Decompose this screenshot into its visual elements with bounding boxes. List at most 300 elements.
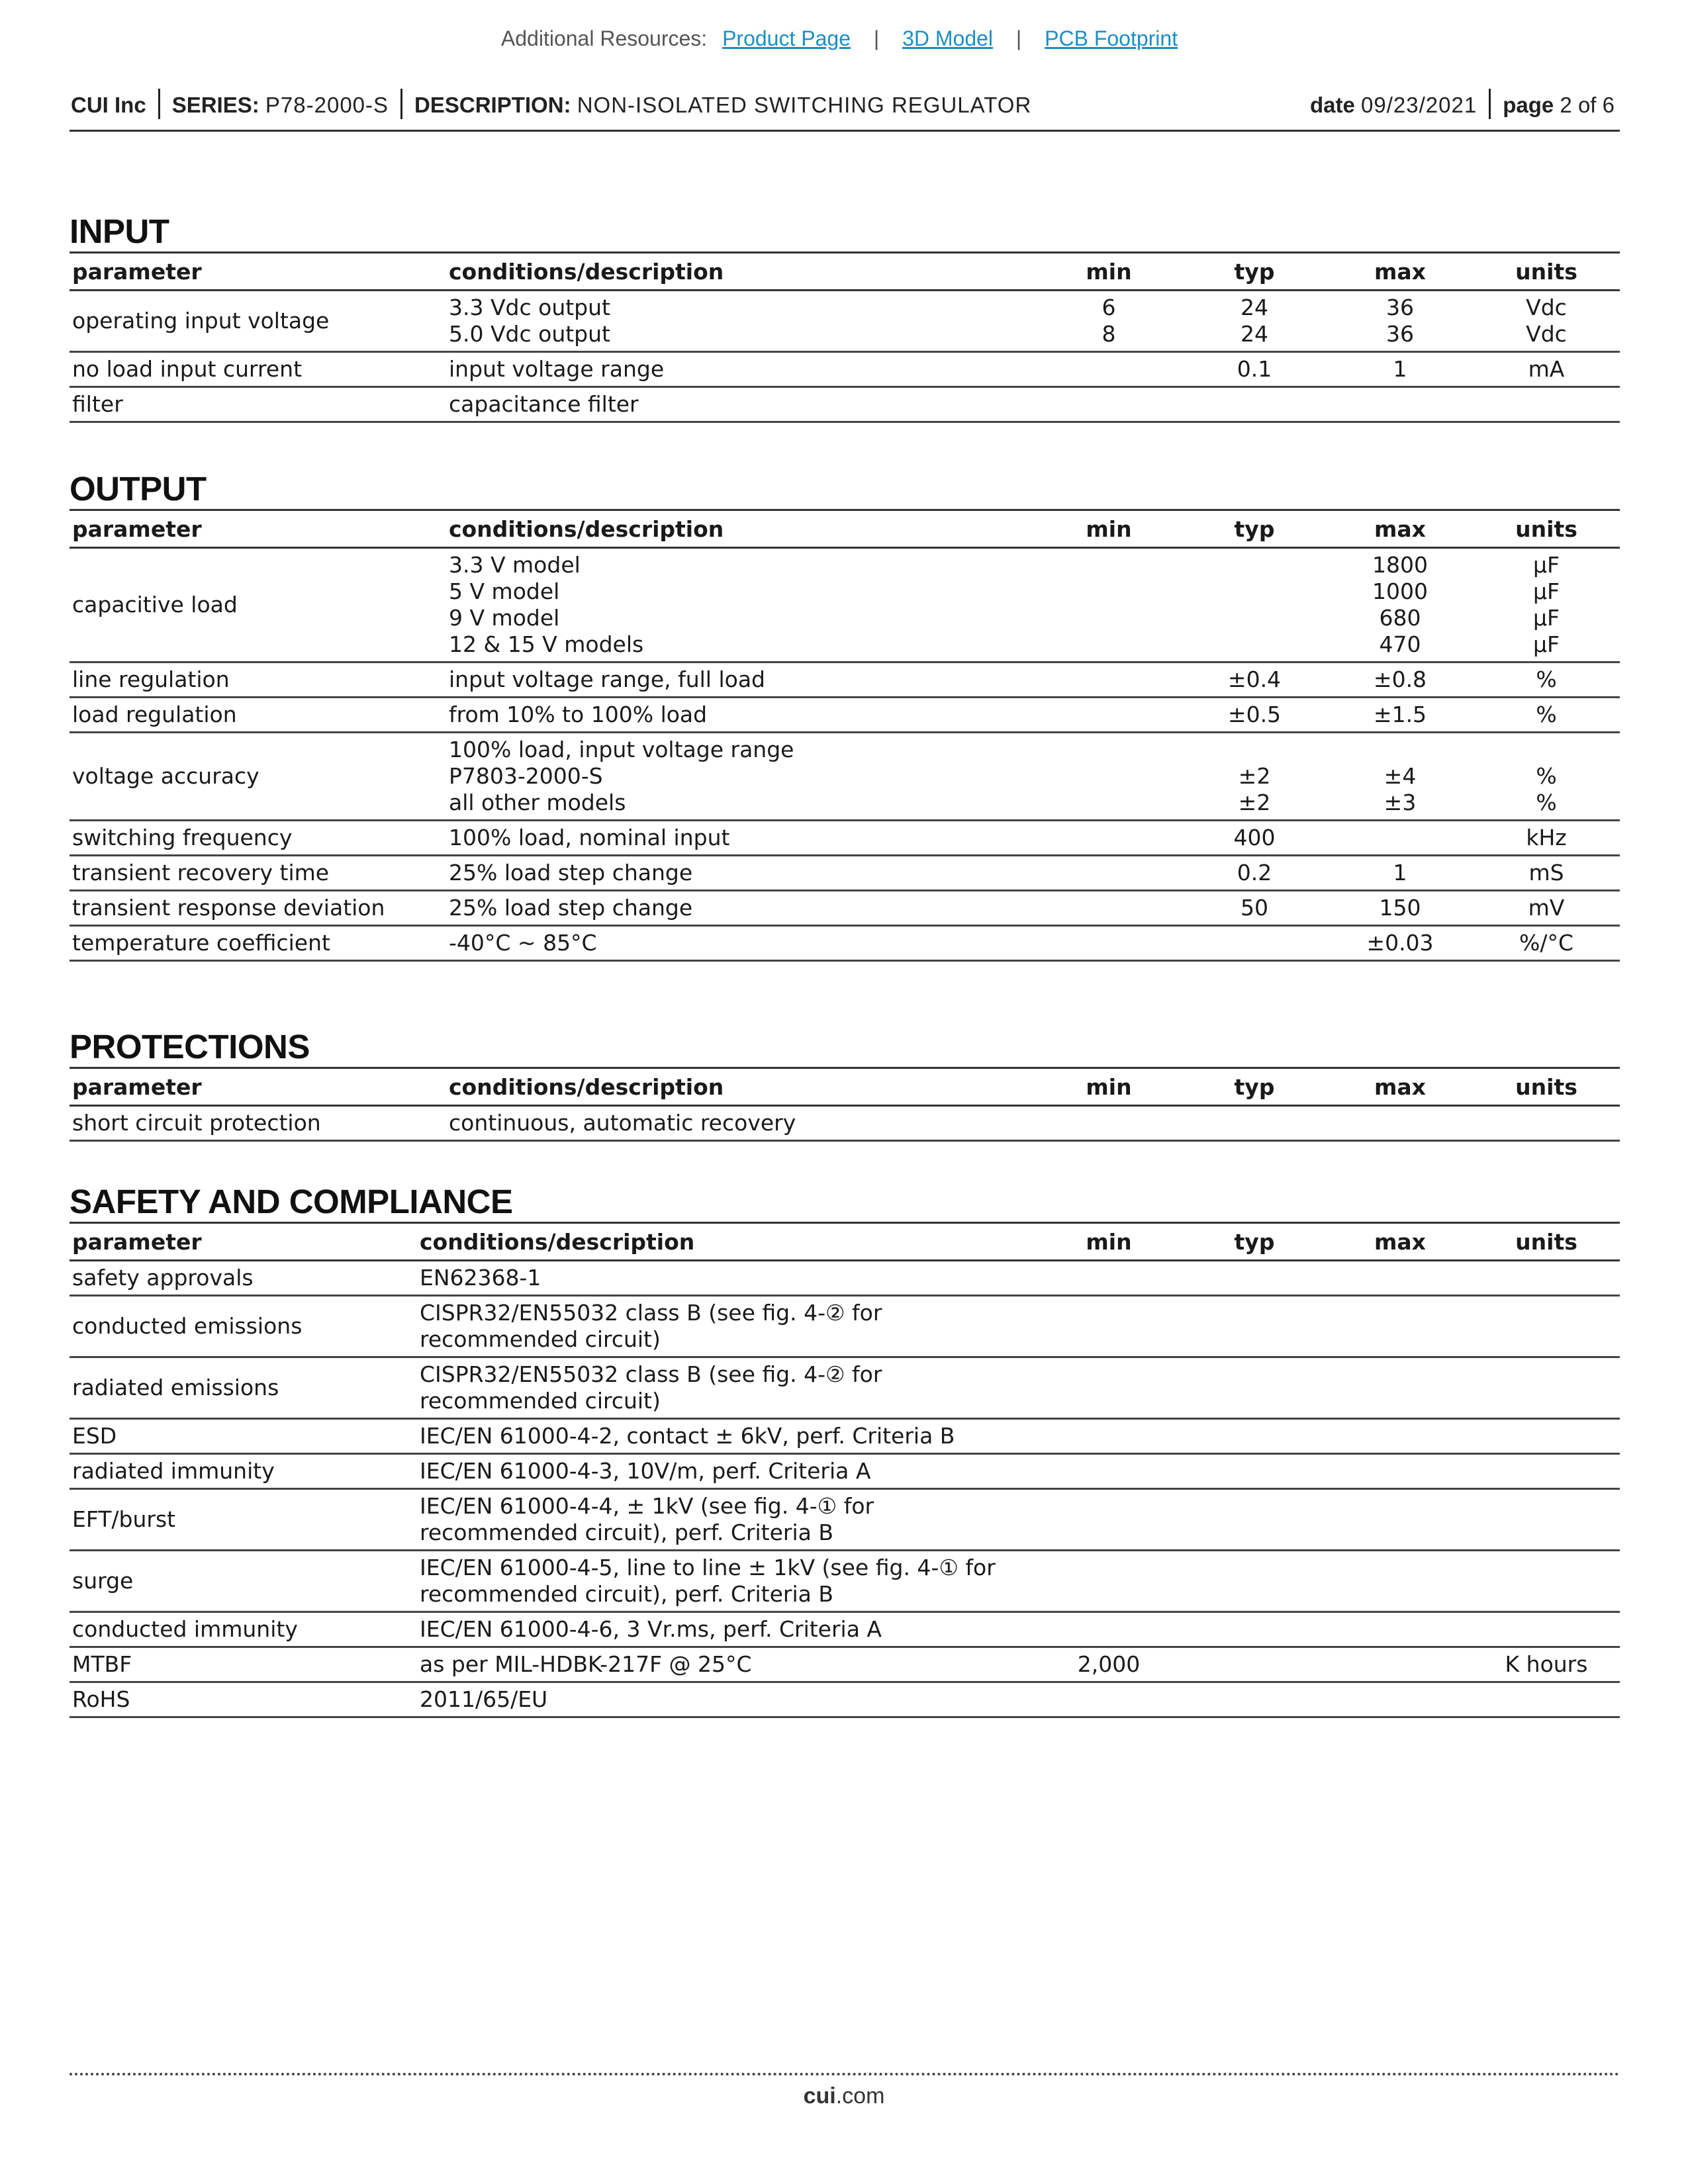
typ-value bbox=[1182, 1506, 1327, 1533]
units-cell bbox=[1473, 548, 1620, 662]
column-header-conditions: conditions/description bbox=[449, 1073, 724, 1100]
typ-value bbox=[1182, 930, 1327, 956]
max-cell bbox=[1327, 1261, 1473, 1296]
table-row bbox=[70, 1489, 1620, 1551]
min-cell bbox=[1036, 1647, 1182, 1682]
table-row bbox=[70, 856, 1620, 891]
max-value: 680 bbox=[1379, 605, 1421, 631]
units-cell bbox=[1473, 1551, 1620, 1612]
conditions-cell bbox=[420, 1489, 1036, 1551]
typ-value: 0.2 bbox=[1237, 860, 1272, 886]
column-header-typ: typ bbox=[1234, 1228, 1275, 1255]
column-header-max: max bbox=[1374, 1228, 1426, 1255]
typ-cell bbox=[1182, 926, 1327, 961]
conditions-cell bbox=[449, 1106, 1036, 1141]
parameter-cell: EFT/burst bbox=[72, 1506, 176, 1532]
max-cell bbox=[1327, 662, 1473, 698]
typ-cell bbox=[1182, 291, 1327, 352]
min-cell bbox=[1036, 891, 1182, 926]
max-value bbox=[1327, 737, 1473, 763]
units-value bbox=[1473, 1110, 1620, 1136]
max-value: 470 bbox=[1379, 631, 1421, 657]
conditions-value: CISPR32/EN55032 class B (see fig. 4-② for recommended circuit) bbox=[420, 1361, 882, 1414]
max-value bbox=[1327, 1423, 1473, 1449]
max-cell bbox=[1327, 1357, 1473, 1419]
units-cell bbox=[1473, 856, 1620, 891]
units-value: Vdc bbox=[1526, 321, 1567, 347]
conditions-value: IEC/EN 61000-4-2, contact ± 6kV, perf. Criteria B bbox=[420, 1423, 955, 1449]
min-value bbox=[1036, 578, 1182, 605]
conditions-value: from 10% to 100% load bbox=[449, 702, 708, 727]
table-row bbox=[70, 733, 1620, 821]
table-header-row bbox=[70, 1068, 1620, 1106]
table-row bbox=[70, 548, 1620, 662]
parameter-cell: transient recovery time bbox=[72, 860, 330, 886]
min-value bbox=[1036, 356, 1182, 383]
input-title: INPUT bbox=[70, 212, 169, 250]
units-cell bbox=[1473, 821, 1620, 856]
column-header-parameter: parameter bbox=[72, 258, 202, 285]
footer-divider bbox=[70, 2073, 1620, 2075]
conditions-value: EN62368-1 bbox=[420, 1265, 541, 1291]
units-value bbox=[1473, 737, 1620, 763]
typ-cell bbox=[1182, 856, 1327, 891]
min-value: 2,000 bbox=[1077, 1651, 1141, 1677]
max-cell bbox=[1327, 698, 1473, 733]
min-value bbox=[1036, 737, 1182, 763]
table-row bbox=[70, 1612, 1620, 1647]
max-value: 1 bbox=[1393, 860, 1407, 886]
typ-cell bbox=[1182, 1357, 1327, 1419]
column-header-units: units bbox=[1515, 1073, 1577, 1100]
units-value bbox=[1473, 1423, 1620, 1449]
units-value bbox=[1473, 1568, 1620, 1594]
max-value bbox=[1327, 1506, 1473, 1533]
table-row bbox=[70, 291, 1620, 352]
parameter-cell: MTBF bbox=[72, 1651, 132, 1677]
parameter-cell: load regulation bbox=[72, 702, 237, 727]
typ-value: 24 bbox=[1241, 321, 1268, 347]
typ-value bbox=[1182, 1686, 1327, 1713]
units-cell bbox=[1473, 1296, 1620, 1357]
conditions-value: 3.3 Vdc output bbox=[449, 295, 610, 320]
max-cell bbox=[1327, 387, 1473, 422]
conditions-value: -40°C ~ 85°C bbox=[449, 930, 597, 956]
typ-value bbox=[1182, 552, 1327, 578]
conditions-value: input voltage range bbox=[449, 356, 665, 382]
min-cell bbox=[1036, 352, 1182, 387]
parameter-cell: radiated emissions bbox=[72, 1375, 279, 1400]
max-value bbox=[1327, 1686, 1473, 1713]
max-cell bbox=[1327, 548, 1473, 662]
conditions-value: 25% load step change bbox=[449, 895, 693, 921]
typ-cell bbox=[1182, 1489, 1327, 1551]
typ-value: ±0.5 bbox=[1227, 702, 1282, 727]
max-cell bbox=[1327, 1612, 1473, 1647]
units-cell bbox=[1473, 1261, 1620, 1296]
resources-separator: | bbox=[1015, 26, 1022, 50]
conditions-value: 5 V model bbox=[449, 578, 560, 604]
min-cell bbox=[1036, 662, 1182, 698]
column-header-typ: typ bbox=[1234, 516, 1275, 542]
protections-title: PROTECTIONS bbox=[70, 1028, 310, 1066]
min-cell bbox=[1036, 387, 1182, 422]
conditions-cell bbox=[449, 548, 1036, 662]
conditions-cell bbox=[449, 662, 1036, 698]
typ-value bbox=[1182, 1458, 1327, 1484]
max-value: 1000 bbox=[1372, 578, 1428, 604]
units-cell bbox=[1473, 1489, 1620, 1551]
max-cell bbox=[1327, 926, 1473, 961]
units-value bbox=[1473, 1686, 1620, 1713]
resources-separator: | bbox=[873, 26, 880, 50]
conditions-cell bbox=[449, 926, 1036, 961]
column-header-conditions: conditions/description bbox=[449, 258, 724, 285]
typ-value bbox=[1182, 631, 1327, 658]
min-value bbox=[1036, 702, 1182, 728]
max-cell bbox=[1327, 821, 1473, 856]
min-value bbox=[1036, 552, 1182, 578]
table-row bbox=[70, 1261, 1620, 1296]
conditions-cell bbox=[420, 1261, 1036, 1296]
column-header-max: max bbox=[1374, 258, 1426, 285]
footer-brand: cui bbox=[803, 2083, 836, 2109]
parameter-cell: radiated immunity bbox=[72, 1458, 275, 1484]
min-cell bbox=[1036, 548, 1182, 662]
min-value bbox=[1036, 1423, 1182, 1449]
max-cell bbox=[1327, 1296, 1473, 1357]
pcb-footprint-link[interactable]: PCB Footprint bbox=[1045, 26, 1178, 50]
typ-cell bbox=[1182, 698, 1327, 733]
conditions-cell bbox=[420, 1647, 1036, 1682]
min-value bbox=[1036, 895, 1182, 921]
min-value bbox=[1036, 391, 1182, 418]
conditions-cell bbox=[449, 387, 1036, 422]
typ-cell bbox=[1182, 1106, 1327, 1141]
units-value bbox=[1473, 1375, 1620, 1401]
conditions-cell bbox=[420, 1296, 1036, 1357]
conditions-cell bbox=[420, 1357, 1036, 1419]
typ-value: 24 bbox=[1241, 295, 1268, 320]
column-header-parameter: parameter bbox=[72, 1228, 202, 1255]
conditions-value: IEC/EN 61000-4-5, line to line ± 1kV (see fig. 4-① for recommended circuit), perf. Criteria B bbox=[420, 1555, 996, 1607]
table-row bbox=[70, 1647, 1620, 1682]
footer-domain: .com bbox=[835, 2083, 885, 2109]
conditions-cell bbox=[449, 291, 1036, 352]
page-number: 2 of 6 bbox=[1560, 93, 1615, 117]
conditions-cell bbox=[420, 1551, 1036, 1612]
min-cell bbox=[1036, 1454, 1182, 1489]
min-value bbox=[1036, 1686, 1182, 1713]
max-value: ±4 bbox=[1383, 763, 1417, 789]
units-value: % bbox=[1536, 666, 1557, 692]
conditions-cell bbox=[420, 1682, 1036, 1717]
max-cell bbox=[1327, 291, 1473, 352]
units-cell bbox=[1473, 1454, 1620, 1489]
max-cell bbox=[1327, 856, 1473, 891]
units-cell bbox=[1473, 1419, 1620, 1454]
min-value bbox=[1036, 790, 1182, 816]
min-value bbox=[1036, 1313, 1182, 1340]
units-cell bbox=[1473, 1647, 1620, 1682]
min-value: 8 bbox=[1102, 321, 1116, 347]
max-value bbox=[1327, 391, 1473, 418]
typ-value bbox=[1182, 578, 1327, 605]
min-value: 6 bbox=[1102, 295, 1116, 320]
safety-section bbox=[70, 1182, 1620, 1718]
typ-value: 400 bbox=[1233, 825, 1276, 850]
conditions-value: capacitance filter bbox=[449, 391, 639, 417]
typ-cell bbox=[1182, 1612, 1327, 1647]
units-cell bbox=[1473, 926, 1620, 961]
min-cell bbox=[1036, 698, 1182, 733]
conditions-cell bbox=[449, 733, 1036, 821]
units-cell bbox=[1473, 1357, 1620, 1419]
units-value bbox=[1473, 1616, 1620, 1643]
description-value: NON-ISOLATED SWITCHING REGULATOR bbox=[577, 93, 1032, 117]
units-value: %/°C bbox=[1519, 930, 1574, 956]
typ-value bbox=[1182, 1616, 1327, 1643]
units-value: mS bbox=[1528, 860, 1564, 886]
max-value bbox=[1327, 1265, 1473, 1291]
table-row bbox=[70, 1682, 1620, 1717]
parameter-cell: capacitive load bbox=[72, 592, 238, 617]
typ-value bbox=[1182, 737, 1327, 763]
min-cell bbox=[1036, 1489, 1182, 1551]
typ-cell bbox=[1182, 1682, 1327, 1717]
table-header-row bbox=[70, 510, 1620, 548]
conditions-value: continuous, automatic recovery bbox=[449, 1110, 796, 1136]
units-cell bbox=[1473, 733, 1620, 821]
typ-cell bbox=[1182, 352, 1327, 387]
max-cell bbox=[1327, 1489, 1473, 1551]
typ-value: 0.1 bbox=[1237, 356, 1272, 382]
conditions-value: 3.3 V model bbox=[449, 552, 581, 578]
units-value: mV bbox=[1528, 895, 1565, 921]
typ-cell bbox=[1182, 387, 1327, 422]
units-value: µF bbox=[1533, 631, 1560, 657]
max-cell bbox=[1327, 352, 1473, 387]
units-value bbox=[1473, 1506, 1620, 1533]
max-cell bbox=[1327, 1454, 1473, 1489]
parameter-cell: ESD bbox=[72, 1423, 117, 1449]
min-value bbox=[1036, 1506, 1182, 1533]
max-value: 36 bbox=[1386, 321, 1414, 347]
units-cell bbox=[1473, 891, 1620, 926]
units-cell bbox=[1473, 1612, 1620, 1647]
typ-cell bbox=[1182, 891, 1327, 926]
units-value: % bbox=[1536, 790, 1557, 815]
column-header-max: max bbox=[1374, 516, 1426, 542]
safety-title: SAFETY AND COMPLIANCE bbox=[70, 1183, 513, 1220]
units-cell bbox=[1473, 662, 1620, 698]
conditions-value: 5.0 Vdc output bbox=[449, 321, 610, 347]
units-value bbox=[1473, 1265, 1620, 1291]
typ-cell bbox=[1182, 733, 1327, 821]
conditions-value: IEC/EN 61000-4-3, 10V/m, perf. Criteria A bbox=[420, 1458, 871, 1484]
max-cell bbox=[1327, 1682, 1473, 1717]
parameter-cell: transient response deviation bbox=[72, 895, 385, 921]
conditions-cell bbox=[449, 891, 1036, 926]
table-row bbox=[70, 1296, 1620, 1357]
min-cell bbox=[1036, 1551, 1182, 1612]
typ-cell bbox=[1182, 548, 1327, 662]
typ-value bbox=[1182, 1265, 1327, 1291]
safety-spec-table bbox=[70, 1222, 1620, 1718]
min-cell bbox=[1036, 733, 1182, 821]
units-value: µF bbox=[1533, 552, 1560, 578]
description-label: DESCRIPTION: bbox=[414, 93, 571, 117]
min-value bbox=[1036, 666, 1182, 693]
column-header-parameter: parameter bbox=[72, 1073, 202, 1100]
table-row bbox=[70, 891, 1620, 926]
conditions-cell bbox=[449, 352, 1036, 387]
column-header-parameter: parameter bbox=[72, 516, 202, 542]
table-row bbox=[70, 1419, 1620, 1454]
table-header-row bbox=[70, 253, 1620, 291]
max-value: 1800 bbox=[1372, 552, 1428, 578]
column-header-units: units bbox=[1515, 516, 1577, 542]
min-cell bbox=[1036, 1419, 1182, 1454]
units-value: % bbox=[1536, 763, 1557, 789]
parameter-cell: voltage accuracy bbox=[72, 763, 259, 789]
conditions-value: input voltage range, full load bbox=[449, 666, 765, 692]
units-value bbox=[1473, 1313, 1620, 1340]
max-value bbox=[1327, 1568, 1473, 1594]
typ-value bbox=[1182, 1651, 1327, 1678]
header-divider bbox=[400, 89, 402, 119]
table-row bbox=[70, 698, 1620, 733]
min-cell bbox=[1036, 1261, 1182, 1296]
min-value bbox=[1036, 631, 1182, 658]
additional-resources bbox=[0, 26, 1688, 51]
table-row bbox=[70, 1106, 1620, 1141]
max-cell bbox=[1327, 1551, 1473, 1612]
output-section bbox=[70, 469, 1620, 962]
document-header bbox=[70, 89, 1620, 132]
min-value bbox=[1036, 825, 1182, 851]
parameter-cell: safety approvals bbox=[72, 1265, 254, 1291]
conditions-cell bbox=[449, 856, 1036, 891]
max-value bbox=[1327, 1616, 1473, 1643]
units-value: µF bbox=[1533, 578, 1560, 604]
units-value: Vdc bbox=[1526, 295, 1567, 320]
product-page-link[interactable]: Product Page bbox=[722, 26, 851, 50]
max-value: ±1.5 bbox=[1373, 702, 1427, 727]
units-value: kHz bbox=[1526, 825, 1567, 850]
column-header-conditions: conditions/description bbox=[449, 516, 724, 542]
min-value bbox=[1036, 763, 1182, 790]
typ-value bbox=[1182, 1313, 1327, 1340]
parameter-cell: RoHS bbox=[72, 1686, 130, 1712]
units-value bbox=[1473, 1458, 1620, 1484]
header-divider bbox=[1489, 89, 1491, 119]
conditions-cell bbox=[449, 698, 1036, 733]
min-value bbox=[1036, 930, 1182, 956]
column-header-min: min bbox=[1086, 1228, 1132, 1255]
units-cell bbox=[1473, 387, 1620, 422]
conditions-value: CISPR32/EN55032 class B (see fig. 4-② for recommended circuit) bbox=[420, 1300, 882, 1352]
parameter-cell: no load input current bbox=[72, 356, 303, 382]
output-spec-table bbox=[70, 509, 1620, 962]
column-header-typ: typ bbox=[1234, 258, 1275, 285]
table-row bbox=[70, 926, 1620, 961]
page-label: page bbox=[1503, 93, 1554, 117]
units-value: K hours bbox=[1505, 1651, 1588, 1677]
protections-spec-table bbox=[70, 1067, 1620, 1142]
table-row bbox=[70, 387, 1620, 422]
typ-value: ±2 bbox=[1238, 763, 1271, 789]
min-cell bbox=[1036, 1612, 1182, 1647]
typ-value: ±2 bbox=[1238, 790, 1271, 815]
typ-value bbox=[1182, 1375, 1327, 1401]
date-label: date bbox=[1310, 93, 1355, 117]
table-row bbox=[70, 662, 1620, 698]
min-cell bbox=[1036, 291, 1182, 352]
conditions-value: 12 & 15 V models bbox=[449, 631, 644, 657]
min-value bbox=[1036, 1265, 1182, 1291]
max-value bbox=[1327, 825, 1473, 851]
conditions-value: 9 V model bbox=[449, 605, 560, 631]
max-value bbox=[1327, 1651, 1473, 1678]
table-row bbox=[70, 1454, 1620, 1489]
max-value: 150 bbox=[1379, 895, 1421, 921]
conditions-value: as per MIL-HDBK-217F @ 25°C bbox=[420, 1651, 752, 1677]
max-cell bbox=[1327, 891, 1473, 926]
parameter-cell: short circuit protection bbox=[72, 1110, 321, 1136]
max-value bbox=[1327, 1375, 1473, 1401]
min-value bbox=[1036, 1458, 1182, 1484]
typ-value: ±0.4 bbox=[1227, 666, 1282, 692]
conditions-value: 100% load, nominal input bbox=[449, 825, 730, 850]
column-header-min: min bbox=[1086, 258, 1132, 285]
protections-section bbox=[70, 1027, 1620, 1142]
typ-value bbox=[1182, 1568, 1327, 1594]
min-cell bbox=[1036, 1357, 1182, 1419]
typ-value bbox=[1182, 605, 1327, 631]
company-name: CUI Inc bbox=[71, 93, 146, 117]
parameter-cell: switching frequency bbox=[72, 825, 293, 850]
typ-value bbox=[1182, 391, 1327, 418]
max-value: ±0.03 bbox=[1366, 930, 1434, 956]
units-cell bbox=[1473, 1106, 1620, 1141]
min-cell bbox=[1036, 926, 1182, 961]
typ-cell bbox=[1182, 1551, 1327, 1612]
conditions-value: P7803-2000-S bbox=[449, 763, 603, 789]
units-cell bbox=[1473, 352, 1620, 387]
column-header-min: min bbox=[1086, 516, 1132, 542]
input-section bbox=[70, 212, 1620, 423]
output-title: OUTPUT bbox=[70, 470, 207, 508]
typ-cell bbox=[1182, 1454, 1327, 1489]
series-label: SERIES: bbox=[171, 93, 259, 117]
3d-model-link[interactable]: 3D Model bbox=[902, 26, 994, 50]
min-cell bbox=[1036, 821, 1182, 856]
typ-value bbox=[1182, 1110, 1327, 1136]
column-header-conditions: conditions/description bbox=[420, 1228, 695, 1255]
parameter-cell: temperature coefficient bbox=[72, 930, 330, 956]
footer-website bbox=[0, 2083, 1688, 2109]
table-row bbox=[70, 821, 1620, 856]
units-value: µF bbox=[1533, 605, 1560, 631]
min-cell bbox=[1036, 1106, 1182, 1141]
parameter-cell: conducted emissions bbox=[72, 1313, 303, 1339]
conditions-cell bbox=[449, 821, 1036, 856]
column-header-max: max bbox=[1374, 1073, 1426, 1100]
max-value bbox=[1327, 1458, 1473, 1484]
typ-cell bbox=[1182, 1296, 1327, 1357]
table-header-row bbox=[70, 1223, 1620, 1261]
